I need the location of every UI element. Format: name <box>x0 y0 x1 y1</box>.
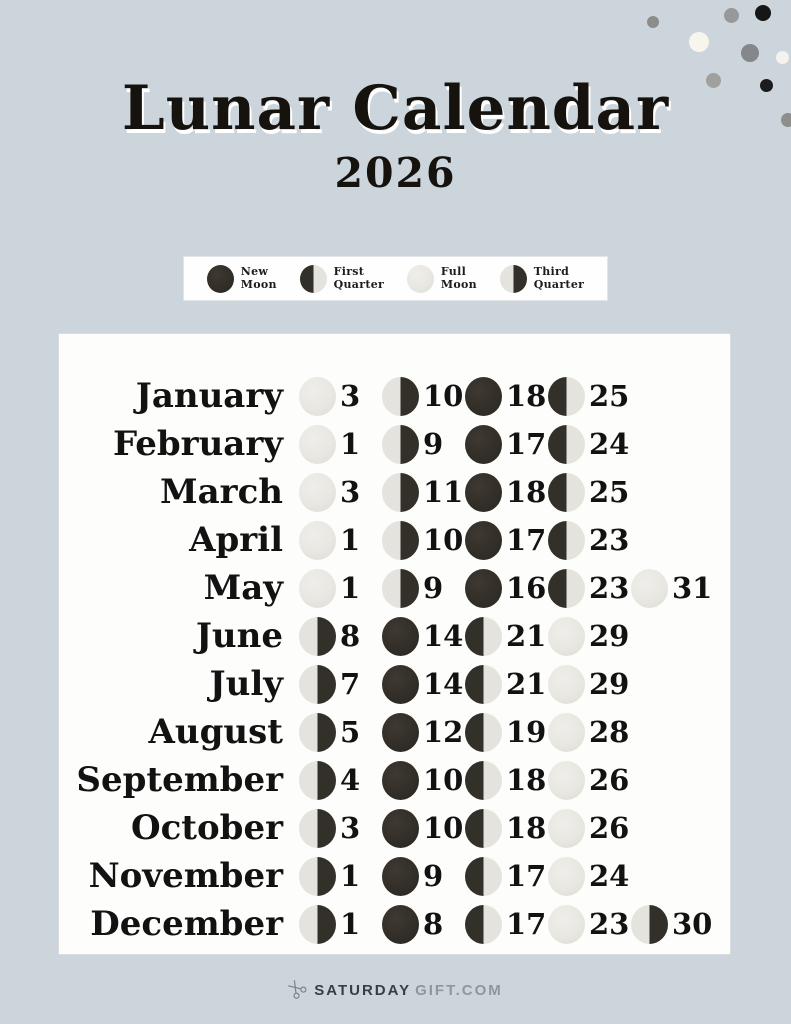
new-moon-icon <box>382 617 419 656</box>
phase-new <box>465 569 548 608</box>
phase-full <box>548 665 631 704</box>
first-quarter-moon-icon <box>465 761 502 800</box>
month-row-june <box>59 612 730 660</box>
phase-third-quarter <box>382 377 465 416</box>
phase-day: 17 <box>506 523 547 557</box>
phase-day: 24 <box>589 859 630 893</box>
phase-day: 12 <box>423 715 464 749</box>
third-quarter-moon-icon <box>500 265 527 293</box>
full-moon-icon <box>407 265 434 293</box>
phase-day: 17 <box>506 859 547 893</box>
phase-day: 9 <box>423 571 444 605</box>
confetti-dot <box>755 5 771 21</box>
phase-first-quarter <box>465 905 548 944</box>
phase-third-quarter <box>299 857 382 896</box>
scissors-icon <box>282 975 314 1007</box>
month-phases <box>299 617 631 656</box>
phase-third-quarter <box>299 761 382 800</box>
month-row-march <box>59 468 730 516</box>
third-quarter-moon-icon <box>299 857 336 896</box>
month-name: August <box>148 712 283 752</box>
phase-first-quarter <box>465 617 548 656</box>
first-quarter-moon-icon <box>548 569 585 608</box>
new-moon-icon <box>465 473 502 512</box>
month-phases <box>299 809 631 848</box>
phase-new <box>465 521 548 560</box>
phase-day: 5 <box>340 715 361 749</box>
month-row-july <box>59 660 730 708</box>
phase-day: 30 <box>672 907 713 941</box>
confetti-dot <box>781 113 791 127</box>
phase-day: 25 <box>589 379 630 413</box>
phase-first-quarter <box>548 521 631 560</box>
confetti-dot <box>776 51 789 64</box>
phase-day: 23 <box>589 523 630 557</box>
legend-label: Third Quarter <box>533 264 585 291</box>
confetti-dot <box>706 73 721 88</box>
first-quarter-moon-icon <box>465 665 502 704</box>
phase-third-quarter <box>631 905 714 944</box>
first-quarter-moon-icon <box>548 425 585 464</box>
phase-full <box>299 473 382 512</box>
phase-new <box>382 809 465 848</box>
phase-first-quarter <box>465 809 548 848</box>
first-quarter-moon-icon <box>300 265 327 293</box>
phase-new <box>465 425 548 464</box>
phase-day: 1 <box>340 523 361 557</box>
legend-label: First Quarter <box>333 264 385 291</box>
first-quarter-moon-icon <box>465 809 502 848</box>
phase-day: 17 <box>506 427 547 461</box>
legend-item-new <box>207 265 277 293</box>
month-row-december <box>59 900 730 948</box>
phase-day: 17 <box>506 907 547 941</box>
phase-third-quarter <box>299 809 382 848</box>
new-moon-icon <box>382 665 419 704</box>
new-moon-icon <box>382 713 419 752</box>
phase-full <box>548 713 631 752</box>
phase-day: 1 <box>340 907 361 941</box>
phase-day: 23 <box>589 571 630 605</box>
phase-day: 8 <box>340 619 361 653</box>
phase-third-quarter <box>382 569 465 608</box>
phase-new <box>382 857 465 896</box>
month-name: November <box>88 856 283 896</box>
phase-full <box>299 521 382 560</box>
phase-day: 9 <box>423 859 444 893</box>
first-quarter-moon-icon <box>548 473 585 512</box>
phase-day: 19 <box>506 715 547 749</box>
phase-day: 26 <box>589 763 630 797</box>
phase-full <box>548 857 631 896</box>
calendar-rows <box>59 372 730 948</box>
phase-day: 10 <box>423 811 464 845</box>
third-quarter-moon-icon <box>299 761 336 800</box>
phase-day: 10 <box>423 379 464 413</box>
month-row-november <box>59 852 730 900</box>
month-name: February <box>112 424 283 464</box>
month-row-august <box>59 708 730 756</box>
new-moon-icon <box>465 377 502 416</box>
phase-day: 11 <box>423 475 464 509</box>
full-moon-icon <box>299 521 336 560</box>
new-moon-icon <box>382 905 419 944</box>
phase-new <box>382 905 465 944</box>
phase-first-quarter <box>465 761 548 800</box>
legend-item-third-quarter <box>500 265 584 293</box>
confetti-dot <box>760 79 773 92</box>
month-name: January <box>135 376 283 416</box>
month-phases <box>299 377 631 416</box>
phase-day: 26 <box>589 811 630 845</box>
phase-first-quarter <box>465 665 548 704</box>
phase-third-quarter <box>299 665 382 704</box>
first-quarter-moon-icon <box>465 857 502 896</box>
third-quarter-moon-icon <box>382 377 419 416</box>
third-quarter-moon-icon <box>299 905 336 944</box>
phase-first-quarter <box>548 569 631 608</box>
phase-day: 1 <box>340 427 361 461</box>
phase-day: 18 <box>506 475 547 509</box>
calendar-card <box>58 333 731 955</box>
new-moon-icon <box>207 265 234 293</box>
phase-day: 21 <box>506 667 547 701</box>
phase-full <box>299 377 382 416</box>
full-moon-icon <box>631 569 668 608</box>
phase-day: 14 <box>423 667 464 701</box>
footer <box>0 978 791 1003</box>
phase-day: 18 <box>506 763 547 797</box>
first-quarter-moon-icon <box>548 377 585 416</box>
month-phases <box>299 665 631 704</box>
phase-full <box>548 617 631 656</box>
phase-day: 8 <box>423 907 444 941</box>
phase-third-quarter <box>299 713 382 752</box>
first-quarter-moon-icon <box>548 521 585 560</box>
phase-day: 18 <box>506 811 547 845</box>
phase-new <box>382 713 465 752</box>
confetti-dot <box>689 32 709 52</box>
phase-day: 14 <box>423 619 464 653</box>
full-moon-icon <box>299 425 336 464</box>
full-moon-icon <box>548 761 585 800</box>
phase-day: 3 <box>340 379 361 413</box>
year-subtitle: 2026 <box>334 149 457 197</box>
phase-day: 10 <box>423 523 464 557</box>
third-quarter-moon-icon <box>299 617 336 656</box>
month-phases <box>299 473 631 512</box>
legend-item-full <box>407 265 477 293</box>
phase-first-quarter <box>465 713 548 752</box>
third-quarter-moon-icon <box>382 521 419 560</box>
full-moon-icon <box>548 809 585 848</box>
phase-full <box>299 425 382 464</box>
third-quarter-moon-icon <box>631 905 668 944</box>
month-phases <box>299 521 631 560</box>
month-name: June <box>195 616 283 656</box>
phase-third-quarter <box>299 905 382 944</box>
phase-day: 31 <box>672 571 713 605</box>
brand-name: SATURDAY <box>314 982 412 999</box>
phase-day: 1 <box>340 859 361 893</box>
phase-new <box>382 665 465 704</box>
phase-first-quarter <box>548 425 631 464</box>
full-moon-icon <box>548 905 585 944</box>
phase-day: 16 <box>506 571 547 605</box>
confetti-dot <box>741 44 759 62</box>
month-row-january <box>59 372 730 420</box>
phase-day: 18 <box>506 379 547 413</box>
new-moon-icon <box>382 761 419 800</box>
month-row-october <box>59 804 730 852</box>
legend-label: Full Moon <box>440 264 477 291</box>
month-phases <box>299 857 631 896</box>
month-name: October <box>130 808 283 848</box>
new-moon-icon <box>465 521 502 560</box>
first-quarter-moon-icon <box>465 617 502 656</box>
full-moon-icon <box>299 569 336 608</box>
phase-day: 28 <box>589 715 630 749</box>
phase-day: 7 <box>340 667 361 701</box>
phase-new <box>382 617 465 656</box>
month-phases <box>299 569 714 608</box>
phase-full <box>631 569 714 608</box>
phase-day: 10 <box>423 763 464 797</box>
month-name: July <box>209 664 283 704</box>
phase-day: 3 <box>340 475 361 509</box>
third-quarter-moon-icon <box>382 569 419 608</box>
full-moon-icon <box>548 713 585 752</box>
month-phases <box>299 713 631 752</box>
month-name: April <box>189 520 283 560</box>
full-moon-icon <box>548 857 585 896</box>
phase-day: 1 <box>340 571 361 605</box>
phase-day: 21 <box>506 619 547 653</box>
phase-day: 24 <box>589 427 630 461</box>
month-name: May <box>203 568 283 608</box>
new-moon-icon <box>382 809 419 848</box>
phase-new <box>465 473 548 512</box>
phase-third-quarter <box>382 473 465 512</box>
third-quarter-moon-icon <box>299 809 336 848</box>
new-moon-icon <box>465 569 502 608</box>
month-phases <box>299 425 631 464</box>
month-phases <box>299 761 631 800</box>
legend <box>183 256 608 301</box>
phase-third-quarter <box>299 617 382 656</box>
phase-full <box>548 761 631 800</box>
new-moon-icon <box>382 857 419 896</box>
first-quarter-moon-icon <box>465 713 502 752</box>
phase-full <box>299 569 382 608</box>
full-moon-icon <box>299 473 336 512</box>
full-moon-icon <box>299 377 336 416</box>
month-row-april <box>59 516 730 564</box>
third-quarter-moon-icon <box>382 473 419 512</box>
phase-first-quarter <box>465 857 548 896</box>
month-row-may <box>59 564 730 612</box>
phase-new <box>465 377 548 416</box>
phase-day: 4 <box>340 763 361 797</box>
phase-full <box>548 905 631 944</box>
phase-new <box>382 761 465 800</box>
phase-day: 23 <box>589 907 630 941</box>
month-name: March <box>159 472 283 512</box>
phase-day: 9 <box>423 427 444 461</box>
first-quarter-moon-icon <box>465 905 502 944</box>
phase-day: 29 <box>589 619 630 653</box>
brand-domain: GIFT.COM <box>415 982 503 999</box>
month-row-september <box>59 756 730 804</box>
confetti-dot <box>647 16 659 28</box>
third-quarter-moon-icon <box>299 665 336 704</box>
legend-label: New Moon <box>240 264 277 291</box>
month-name: September <box>76 760 283 800</box>
phase-day: 3 <box>340 811 361 845</box>
phase-first-quarter <box>548 473 631 512</box>
phase-first-quarter <box>548 377 631 416</box>
month-name: December <box>90 904 283 944</box>
month-phases <box>299 905 714 944</box>
legend-item-first-quarter <box>300 265 384 293</box>
phase-full <box>548 809 631 848</box>
full-moon-icon <box>548 617 585 656</box>
full-moon-icon <box>548 665 585 704</box>
third-quarter-moon-icon <box>382 425 419 464</box>
phase-third-quarter <box>382 521 465 560</box>
phase-day: 25 <box>589 475 630 509</box>
new-moon-icon <box>465 425 502 464</box>
third-quarter-moon-icon <box>299 713 336 752</box>
page-title: Lunar Calendar <box>121 73 670 144</box>
confetti-dot <box>724 8 739 23</box>
phase-day: 29 <box>589 667 630 701</box>
phase-third-quarter <box>382 425 465 464</box>
month-row-february <box>59 420 730 468</box>
